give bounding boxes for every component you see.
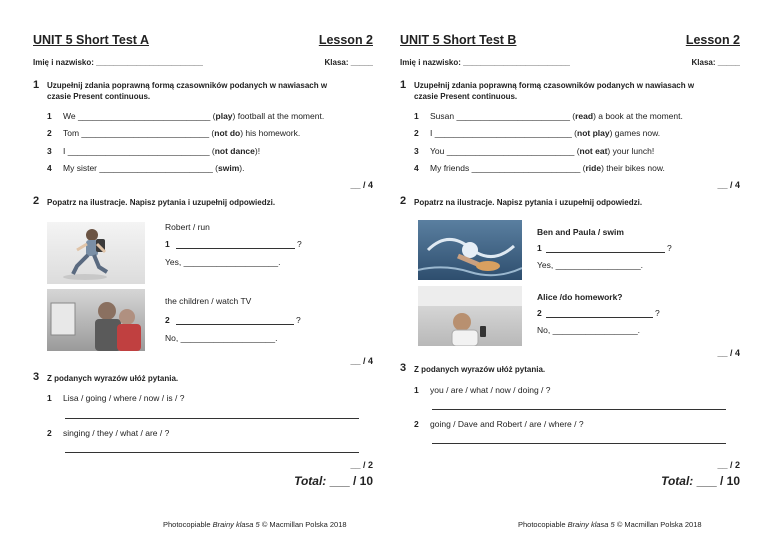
section-1-instruction: Uzupełnij zdania poprawną formą czasowników podanych w nawiasach w czasie Present continuous. (414, 81, 695, 101)
section-2-score: __ / 4 (350, 356, 373, 366)
exercise-item[interactable]: 4 My sister ________________________ (swim). (47, 163, 245, 173)
total-score: Total: ___ / 10 (661, 474, 740, 488)
footer: Photocopiable Brainy klasa 5 © Macmillan Polska 2018 (518, 520, 702, 529)
answer-line[interactable] (176, 248, 295, 249)
section-2-number: 2 (400, 195, 407, 207)
test-a (33, 0, 373, 543)
exercise-item[interactable]: 1 Susan ________________________ (read) a book at the moment. (414, 111, 683, 121)
section-2-instruction: Popatrz na ilustracje. Napisz pytania i uzupełnij odpowiedzi. (47, 198, 276, 207)
section-1-score: __ / 4 (717, 180, 740, 190)
name-field[interactable]: Imię i nazwisko: ________________________ (33, 58, 203, 67)
total-score: Total: ___ / 10 (294, 474, 373, 488)
picture-2-number: 2 (165, 315, 170, 325)
name-field[interactable]: Imię i nazwisko: ________________________ (400, 58, 570, 67)
section-3-score: __ / 2 (350, 460, 373, 470)
section-1-instruction: Uzupełnij zdania poprawną formą czasowników podanych w nawiasach w czasie Present continuous. (47, 81, 328, 101)
question-mark: ? (296, 315, 301, 325)
answer-line[interactable] (176, 324, 294, 325)
question-mark: ? (667, 243, 672, 253)
test-title: UNIT 5 Short Test A (33, 33, 149, 47)
exercise-item[interactable]: 1 We ____________________________ (play) football at the moment. (47, 111, 325, 121)
exercise-item: 2 singing / they / what / are / ? (47, 428, 170, 438)
lesson-label: Lesson 2 (318, 33, 373, 47)
section-3-instruction: Z podanych wyrazów ułóż pytania. (47, 374, 179, 383)
section-3-instruction: Z podanych wyrazów ułóż pytania. (414, 365, 546, 374)
class-field[interactable]: Klasa: _____ (324, 58, 373, 67)
section-3-number: 3 (33, 371, 40, 383)
children-tv-picture (47, 289, 145, 351)
picture-1-number: 1 (165, 239, 170, 249)
answer-line[interactable] (65, 452, 359, 453)
picture-2-prompt: Alice /do homework? (537, 292, 623, 302)
exercise-item[interactable]: 4 My friends _______________________ (ride) their bikes now. (414, 163, 665, 173)
exercise-item: 1 you / are / what / now / doing / ? (414, 385, 551, 395)
section-1-number: 1 (400, 79, 407, 91)
picture-1-prompt: Ben and Paula / swim (537, 227, 624, 237)
exercise-item: 1 Lisa / going / where / now / is / ? (47, 393, 185, 403)
running-boy-picture (47, 222, 145, 284)
picture-1-answer[interactable]: Yes, __________________. (537, 260, 644, 270)
picture-1-number: 1 (537, 243, 542, 253)
homework-picture (418, 286, 522, 346)
picture-1-answer[interactable]: Yes, ____________________. (165, 257, 281, 267)
section-2-number: 2 (33, 195, 40, 207)
picture-2-number: 2 (537, 308, 542, 318)
exercise-item[interactable]: 2 Tom ___________________________ (not do) his homework. (47, 128, 301, 138)
answer-line[interactable] (432, 443, 726, 444)
lesson-label: Lesson 2 (685, 33, 740, 47)
question-mark: ? (297, 239, 302, 249)
answer-line[interactable] (432, 409, 726, 410)
section-2-score: __ / 4 (717, 348, 740, 358)
picture-2-answer[interactable]: No, __________________. (537, 325, 641, 335)
test-b (400, 0, 740, 543)
class-field[interactable]: Klasa: _____ (691, 58, 740, 67)
section-1-score: __ / 4 (350, 180, 373, 190)
question-mark: ? (655, 308, 660, 318)
section-3-number: 3 (400, 362, 407, 374)
exercise-item[interactable]: 2 I _____________________________ (not play) games now. (414, 128, 661, 138)
section-3-score: __ / 2 (717, 460, 740, 470)
answer-line[interactable] (546, 317, 653, 318)
picture-2-prompt: the children / watch TV (165, 296, 252, 306)
swimming-picture (418, 220, 522, 280)
exercise-item: 2 going / Dave and Robert / are / where / ? (414, 419, 584, 429)
exercise-item[interactable]: 3 You ___________________________ (not eat) your lunch! (414, 146, 655, 156)
picture-1-prompt: Robert / run (165, 222, 210, 232)
footer: Photocopiable Brainy klasa 5 © Macmillan Polska 2018 (163, 520, 347, 529)
answer-line[interactable] (65, 418, 359, 419)
answer-line[interactable] (546, 252, 665, 253)
section-1-number: 1 (33, 79, 40, 91)
exercise-item[interactable]: 3 I ______________________________ (not dance)! (47, 146, 261, 156)
test-title: UNIT 5 Short Test B (400, 33, 517, 47)
picture-2-answer[interactable]: No, ____________________. (165, 333, 278, 343)
section-2-instruction: Popatrz na ilustracje. Napisz pytania i uzupełnij odpowiedzi. (414, 198, 643, 207)
